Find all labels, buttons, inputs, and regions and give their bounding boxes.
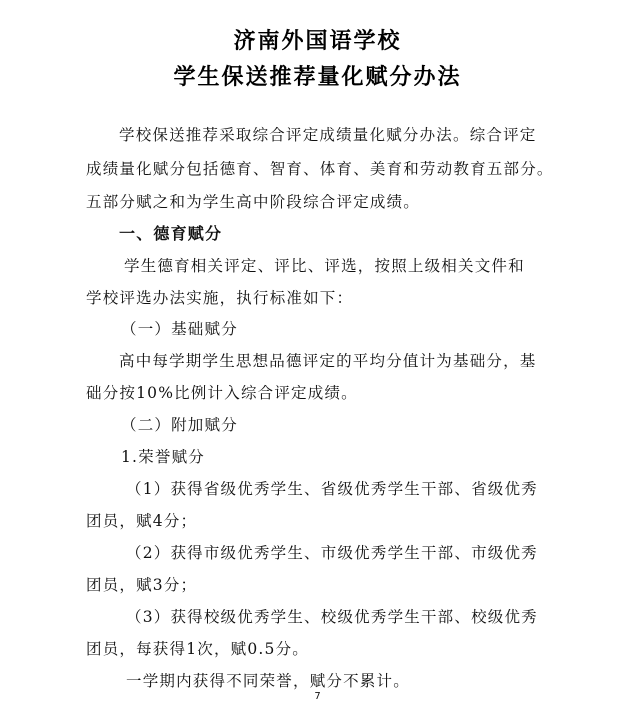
honor-note: 一学期内获得不同荣誉，赋分不累计。 (126, 672, 410, 690)
moral-para-line-2: 学校评选办法实施，执行标准如下： (86, 289, 354, 307)
basic-score-line-2: 础分按10%比例计入综合评定成绩。 (86, 384, 358, 402)
honor-score-heading: 1.荣誉赋分 (121, 448, 205, 466)
document-title: 学生保送推荐量化赋分办法 (173, 65, 462, 90)
subheading-basic-score: （一）基础赋分 (121, 320, 238, 338)
intro-line-1: 学校保送推荐采取综合评定成绩量化赋分办法。综合评定 (119, 126, 537, 144)
school-name-title: 济南外国语学校 (233, 29, 402, 54)
honor-item-2-line-1: （2）获得市级优秀学生、市级优秀学生干部、市级优秀 (126, 544, 538, 562)
intro-line-2: 成绩量化赋分包括德育、智育、体育、美育和劳动教育五部分。 (86, 160, 554, 178)
section-heading-moral: 一、德育赋分 (119, 224, 223, 243)
honor-item-2-line-2: 团员，赋3分； (86, 576, 198, 594)
honor-item-3-line-2: 团员，每获得1次，赋0.5分。 (86, 640, 310, 658)
honor-item-1-line-1: （1）获得省级优秀学生、省级优秀学生干部、省级优秀 (126, 480, 538, 498)
moral-para-line-1: 学生德育相关评定、评比、评选，按照上级相关文件和 (124, 257, 525, 275)
intro-line-3: 五部分赋之和为学生高中阶段综合评定成绩。 (86, 193, 421, 211)
honor-item-1-line-2: 团员，赋4分； (86, 512, 198, 530)
basic-score-line-1: 高中每学期学生思想品德评定的平均分值计为基础分，基 (119, 352, 537, 370)
subheading-additional-score: （二）附加赋分 (121, 416, 238, 434)
page-number: 7 (314, 691, 321, 702)
honor-item-3-line-1: （3）获得校级优秀学生、校级优秀学生干部、校级优秀 (126, 608, 538, 626)
